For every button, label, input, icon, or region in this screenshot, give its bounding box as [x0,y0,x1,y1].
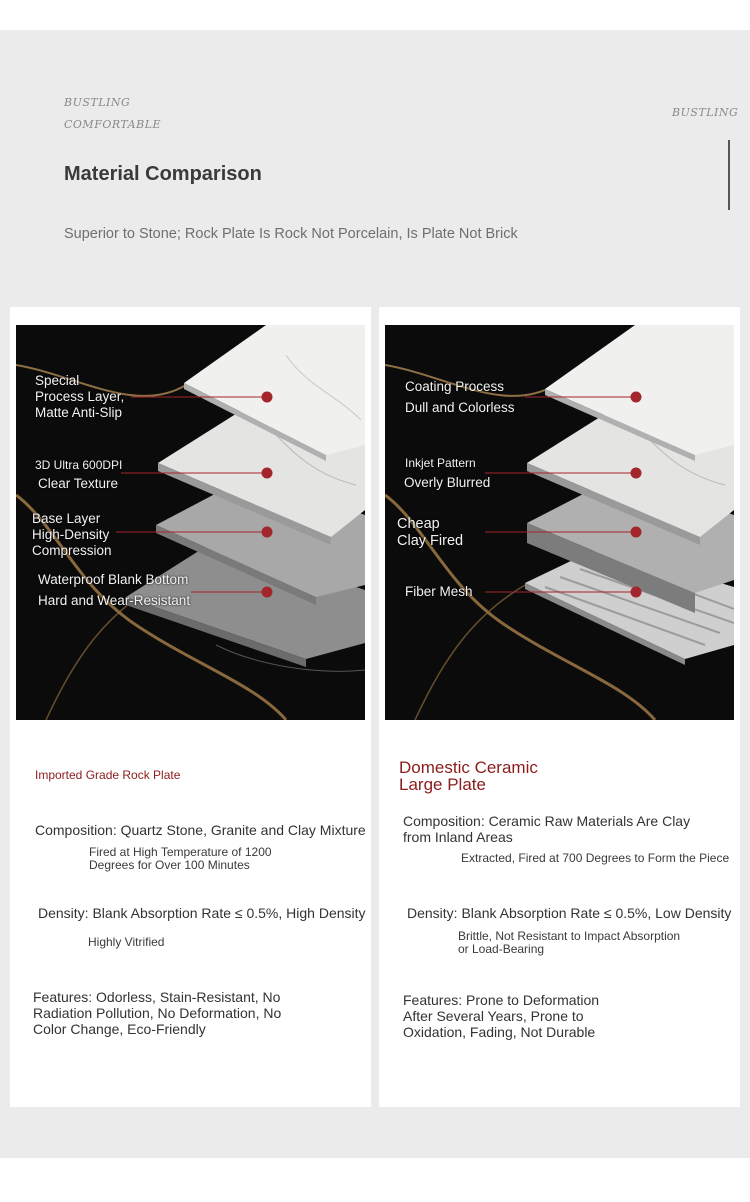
ceramic-layer-dot-4 [631,587,642,598]
rock-plate-composition: Composition: Quartz Stone, Granite and Clay Mixture [35,822,366,838]
rock-plate-features: Features: Odorless, Stain-Resistant, No Radiation Pollution, No Deformation, No Color Change, Eco-Friendly [33,989,282,1037]
page-subtitle: Superior to Stone; Rock Plate Is Rock Not Porcelain, Is Plate Not Brick [64,226,518,242]
ceramic-layer-dot-2 [631,468,642,479]
rock-plate-composition-note: Fired at High Temperature of 1200 Degrees for Over 100 Minutes [89,845,272,872]
page-title: Material Comparison [64,163,262,185]
rock-plate-heading: Imported Grade Rock Plate [35,768,181,782]
layer-label-cheap-clay: Cheap Clay Fired [397,516,464,549]
ceramic-plate-composition: Composition: Ceramic Raw Materials Are Clay from Inland Areas [403,813,691,845]
layer-label-process: Special Process Layer, Matte Anti-Slip [35,373,125,420]
ceramic-layer-dot-3 [631,527,642,538]
tag-bustling-left: BUSTLING [64,96,131,109]
layer-label-base: Base Layer High-Density Compression [32,511,112,558]
ceramic-layer-dot-1 [631,392,642,403]
ceramic-plate-heading: Domestic Ceramic Large Plate [399,758,538,794]
layer-label-fiber-mesh: Fiber Mesh [405,584,473,599]
tag-bustling-right: BUSTLING [672,106,739,119]
rock-plate-layers-image [16,325,365,720]
ceramic-plate-features: Features: Prone to Deformation After Several Years, Prone to Oxidation, Fading, Not Durable [403,992,600,1040]
layer-label-inkjet: Inkjet Pattern [405,456,476,470]
layer-label-3d-dpi: 3D Ultra 600DPI [35,458,123,472]
layer-label-clear-texture: Clear Texture [38,476,119,491]
ceramic-plate-density-note: Brittle, Not Resistant to Impact Absorption or Load-Bearing [458,929,681,956]
layer-label-hard: Hard and Wear-Resistant [38,593,191,608]
tag-comfortable: COMFORTABLE [64,118,162,131]
layer-dot-2 [262,468,273,479]
ceramic-plate-card [379,307,740,1107]
ceramic-plate-composition-note: Extracted, Fired at 700 Degrees to Form the Piece [461,851,730,865]
layer-label-waterproof: Waterproof Blank Bottom [38,572,189,587]
vertical-divider [728,140,730,210]
rock-plate-density-note: Highly Vitrified [88,935,165,949]
layer-dot-1 [262,392,273,403]
layer-label-dull: Dull and Colorless [405,400,515,415]
layer-dot-4 [262,587,273,598]
layer-dot-3 [262,527,273,538]
layer-label-coating: Coating Process [405,379,505,394]
ceramic-plate-density: Density: Blank Absorption Rate ≤ 0.5%, Low Density [407,905,732,921]
rock-plate-card [10,307,371,1107]
layer-label-blurred: Overly Blurred [404,475,491,490]
rock-plate-density: Density: Blank Absorption Rate ≤ 0.5%, High Density [38,905,366,921]
ceramic-plate-layers-image [385,325,734,720]
